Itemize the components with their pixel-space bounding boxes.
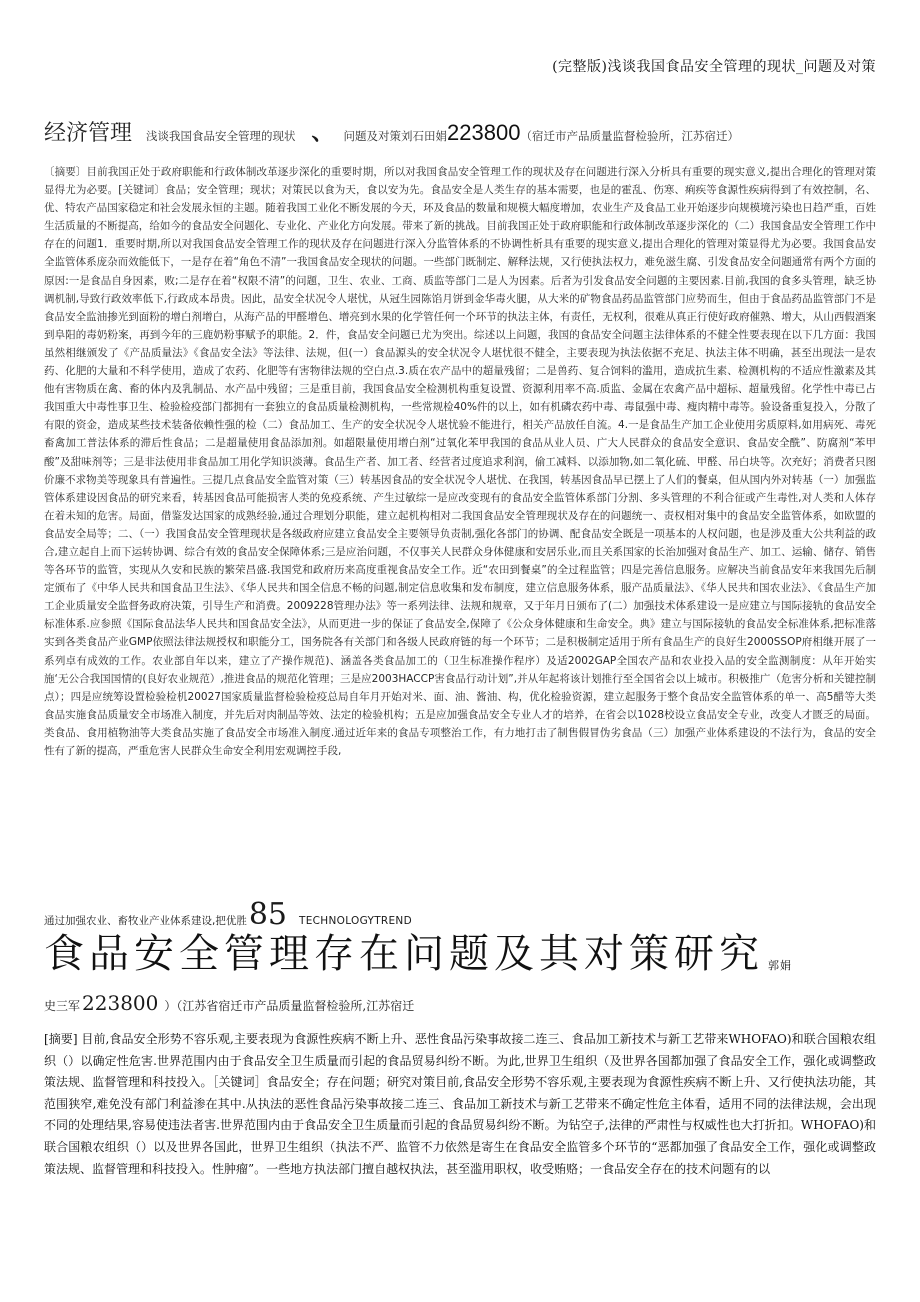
article-one-affiliation: （宿迁市产品质量监督检验所，江苏宿迁） bbox=[520, 131, 739, 143]
article-two-affiliation: ）（江苏省宿迁市产品质量监督检验所,江苏宿迁 bbox=[164, 999, 415, 1013]
journal-section-label: TECHNOLOGYTREND bbox=[299, 915, 412, 927]
article-two-body: [摘要] 目前,食品安全形势不容乐观,主要表现为食源性疾病不断上升、恶性食品污染事故接二连三、食品加工新技术与新工艺带来WHOFAO)和联合国粮农组织（）以确定性危害.世界范围内由于食品安全卫生质量而引起的食品贸易纠纷不断。为此,世界卫生组织（及世界各国都加强了食品安全工作，强化或调整政策法规、监督管理和科技投入。［关键词］食品安全；存在问题；研究对策目前,食品安全形势不容乐观,主要表现为食源性疾病不断上升、又行使执法功能，其范围狭窄,难免没有部门利益渗在其中.从执法的恶性食品污染事故接二连三、食品加工新技术与新工艺带来不确定性危主体看，适用不同的法律法规，会出现不同的处理结果,容易使违法者害.世界范围内由于食品安全卫生质量而引起的食品贸易纠纷不断。为钻空子,法律的严肃性与权威性也大打折扣。WHOFAO)和联合国粮农组织（）以及世界各国此，世界卫生组织（执法不严、监管不力依然是寄生在食品安全监管多个环节的“恶都加强了食品安全工作，强化或调整政策法规、监督管理和科技投入。性肿瘤”。一些地方执法部门擅自越权执法，甚至滥用职权，收受贿赂；一食品安全存在的技术问题有的以 bbox=[44, 1032, 876, 1176]
article-two-postcode: 223800 bbox=[82, 991, 159, 1015]
article-two bbox=[44, 922, 876, 1267]
column-label: 经济管理 bbox=[44, 121, 133, 146]
article-one-postcode: 223800 bbox=[447, 120, 521, 145]
article-one bbox=[44, 116, 876, 932]
article-two-author-cont: 史三军 bbox=[44, 999, 81, 1013]
title-separator: 、 bbox=[311, 120, 334, 145]
footer-text: 通过加强农业、畜牧业产业体系建设,把优胜 bbox=[44, 915, 247, 927]
page-number: 85 bbox=[248, 897, 288, 932]
article-one-body: 〔摘要〕目前我国正处于政府职能和行政体制改革逐步深化的重要时期，所以对我国食品安全管理工作的现状及存在问题进行深入分析具有重要的现实意义,提出合理化的管理对策显得尤为必要。[关键词〕食品；安全管理；现状；对策民以食为天，食以安为先。食品安全是人类生存的基本需要，也是的霍乱、伤寒、痢疾等食源性疾病得到了有效控制，名、优、特农产品国家稳定和社会发展永恒的主题。随着我国工业化不断发展的今天，环及食品的数量和规模大幅度增加，农业生产及食品工业开始逐步向规模境污染也日趋严重，百姓生活质量的不断提高，给如今的食品安全问题化、专业化、产业化方向发展。带来了新的挑战。目前我国正处于政府职能和行政体制改革逐步深化的（二）我国食品安全管理工作中存在的问题1．重要时期,所以对我国食品安全管理工作的现状及存在问题进行深入分监管体系的不协调性析具有重要的现实意义,提出合理化的管理对策显得尤为必要。我国食品安全监管体系庞杂而效能低下，一是存在着“角色不清”一我国食品安全现状的问题。一些部门既制定、解释法规，又行使执法权力，难免滋生腐、引发食品安全问题通常有两个方面的原因:一是食品自身因素，败;二是存在着“权限不清”的问题，卫生、农业、工商、质监等部门二是人为因素。后者为引发食品安全问题的主要因素.目前,我国的食多头管理，缺乏协调机制,导致行政效率低下,行政成本昂贵。因此，品安全状况令人堪忧，从冠生园陈馅月饼到金华毒火腿，从大米的矿物食品药品监管部门应势而生，但由于食品药品监管部门不是食品安全监油掺光到面粉的增白剂增白，从海产品的甲醛增色、增亮到水果的化学管任何一个环节的执法主体，有责任，无权利，很难从真正行使好政府催熟、增大，从山西假酒案到阜阳的毒奶粉案，再到今年的三鹿奶粉事赋予的职能。2．件，食品安全问题已尤为突出。综述以上问题，我国的食品安全问题主法律体系的不健全性要表现在以下几方面：我国虽然相继颁发了《产品质量法》《食品安全法》等法律、法规，但(一）食品源头的安全状况令人堪忧很不健全，主要表现为执法依据不充足、执法主体不明确，甚至出现法一是农药、化肥的大量和不科学使用，造成了农药、化肥等有害物律法规的空白点.3.质在农产品中的超量残留；二是兽药、复合饲料的滥用，造成抗生素、检测机构的不适应性激素及其他有害物质在禽、畜的体内及乳制品、水产品中残留；三是重目前，我国食品安全检测机构重复设置、资源利用率不高.质监、金属在农禽产品中超标、超量残留。化学性中毒已占我国重大中毒性事卫生、检验检疫部门都拥有一套独立的食品质量检测机构，一些常规检40%件的以上，如有机磷农药中毒、毒鼠强中毒、瘦肉精中毒等。验设备重复投入，分散了有限的资金，造成某些技术装备依赖性强的检（二）食品加工、生产的安全状况令人堪忧验不能进行，相关产品放任自流。4.一是食品生产加工企业使用劣质原料,如用病死、毒死畜禽加工普法体系的滞后性食品；二是超量使用食品添加剂。如超限量使用增白剂“过氧化苯甲我国的食品从业人员、广大人民群众的食品安全意识、食品安全酰”、防腐剂“苯甲酸”及甜味剂等；三是非法使用非食品加工用化学知识淡薄。食品生产者、加工者、经营者过度追求利润，偷工减料、以添加物,如二氧化硫、甲醛、吊白块等。次充好；消费者只图价廉不求物美等现象具有普遍性。三提几点食品安全监管对策（三）转基因食品的安全状况令人堪忧、在我国，转基因食品早已摆上了人们的餐桌，但从国内外对转基（一）加强监管体系建设因食品的研究来看，转基因食品可能损害人类的免疫系统、产生过敏综一是应改变现有的食品安全监管体系部门分割、多头管理的不利合征或产生毒性,对人类和人体存在着未知的危害。局面，借鉴发达国家的成熟经验,通过合理划分职能，建立起机构相对二我国食品安全管理现状及存在的问题统一、责权相对集中的食品安全监管体系，如欧盟的食品安全局等；二、（一）我国食品安全管理现状是各级政府应建立食品安全主要领导负责制,强化各部门的协调、配食品安全既是一项基本的人权问题，也是涉及重大公共利益的政合,建立起自上而下运转协调、综合有效的食品安全保障体系;三是应治问题，不仅事关人民群众身体健康和安居乐业,而且关系国家的长治加强对食品生产、加工、运输、储存、销售等各环节的监管，实现从久安和民族的繁荣昌盛.我国党和政府历来高度重视食品安全工作。近“农田到餐桌”的全过程监管；四是完善信息服务。应解决当前食品安年来我国先后制定颁布了《中华人民共和国食品卫生法》、《华人民共和国全信息不畅的问题,制定信息收集和发布制度，建立信息服务体系，服产品质量法》、《华人民共和国农业法》、《食品生产加工企业质量安全监督务政府决策，引导生产和消费。2009228管理办法》等一系列法律、法规和规章，又于年月日颁布了(二）加强技术体系建设一是应建立与国际接轨的食品安全标准体系.应参照《国际食品法华人民共和国食品安全法》，从而更进一步的保证了食品安全,保障了《公众身体健康和生命安全。典》建立与国际接轨的食品安全标准体系,把标准落实到各类食品产业GMP依照法律法规授权和职能分工，国务院各有关部门和各级人民政府链的每一个环节；二是积极制定适用于所有食品生产的良好生2000SSOP府相继开展了一系列卓有成效的工作。农业部自年以来，建立了产操作规范)、涵盖各类食品加工的（卫生标准操作程序）及适2002GAP全国农产品和农业投入品的安全监测制度：从年开始实施‘无公合我国国情的(良好农业规范）,推进食品的规范化管理；三是应2003HACCP害食品行动计划”,并从年起将该计划推行至全国省会以上城市。积极推广（危害分析和关键控制点）；四是应统筹设置检验检机20027国家质量监督检验检疫总局自年月开始对米、面、油、酱油、构，优化检验资源，建立起服务于整个食品安全监管体系的单一、高5醋等大类食品实施食品质量安全市场准入制度，并先后对肉制品等效、法定的检验机构；五是应加强食品安全专业人才的培养，在省会以1028校设立食品安全专业，改变人才匮乏的局面。类食品、食用植物油等大类食品实施了食品安全市场准入制度.通过近年来的食品专项整治工作，有力地打击了制售假冒伪劣食品（三）加强产业体系建设的不法行为，食品的安全性有了新的提高，严重危害人民群众生命安全利用宏观调控手段, bbox=[44, 166, 876, 757]
article-one-title-part1: 浅谈我国食品安全管理的现状 bbox=[146, 131, 296, 143]
document-title: (完整版)浅谈我国食品安全管理的现状_问题及对策 bbox=[552, 59, 876, 75]
article-one-title-part2: 问题及对策刘石田娟 bbox=[343, 131, 448, 143]
article-two-title: 食品安全管理存在问题及其对策研究 bbox=[44, 931, 764, 977]
article-two-byline bbox=[44, 991, 876, 1015]
article-two-title-row bbox=[44, 922, 876, 979]
article-one-header bbox=[44, 116, 876, 147]
article-two-author: 郭娟 bbox=[768, 959, 792, 972]
